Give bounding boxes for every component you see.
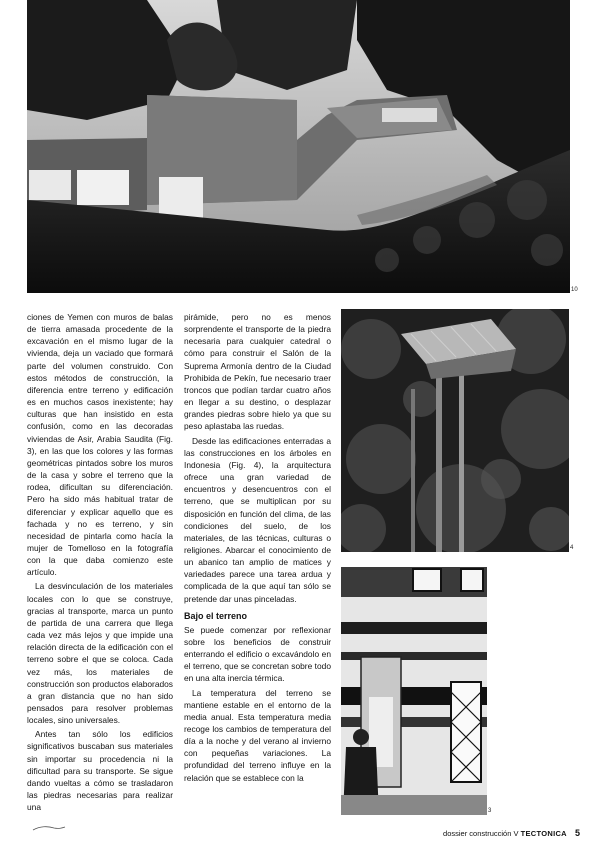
column1-paragraph: Antes tan sólo los edificios significativos buscaban sus materiales sin importar su procedencia ni la dificultad para su transporte. Se sigue dando vueltas a cómo se trasladaron las piedras necesarias para realizar una: [27, 729, 173, 813]
column1-paragraph: ciones de Yemen con muros de balas de tierra amasada procedente de la excavación en el mismo lugar de la vivienda, deja un vaciado que formará parte del volumen construido. Con estos métodos de construcción, la diferencia entre terreno y edificación es en muchos casos inexistente; hay culturas que han insistido en esta confusión, como en las decoradas viviendas de Asir, Arabia Saudita (Fig. 3), en las que los colores y las formas geométricas pintados sobre los muros de la casa y sobre el terreno que la rodea, dificultan su diferenciación. Pero ha sido más habitual tratar de diferenciar y explicar aquello que es fachada y no es terreno, y sin necesidad de pintarla como hacía la mujer de Tomelloso en la fotografía con la que daba comienzo este artículo.: [27, 312, 173, 578]
column2-paragraph: Se puede comenzar por reflexionar sobre los beneficios de construir enterrando el edificio o excavándolo en el terreno, que se concretan sobre todo en una alta inercia térmica.: [184, 624, 331, 684]
figure-10-number: 10: [571, 287, 578, 293]
figure-10-illustration: [27, 0, 570, 293]
column2-paragraph: La temperatura del terreno se mantiene estable en el entorno de la media anual. Esta temperatura media recoge los cambios de temperatura del día a la noche y del verano al invierno con pequeñas variaciones. La profundidad del terreno influye en la relación que se establece con la: [184, 687, 331, 783]
text-column-2: [184, 311, 331, 784]
footer-brand: TECTONICA: [520, 829, 567, 838]
section-heading: Bajo el terreno: [184, 610, 248, 621]
figure-4-photo: [341, 309, 569, 552]
figure-4-number: 4: [570, 545, 574, 551]
column2-paragraph: pirámide, pero no es menos sorprendente el transporte de la piedra necesaria para cualquier catedral o cómo para construir el Salón de la Suprema Armonía dentro de la Ciudad Prohibida de Pekín, fue necesario traer troncos que podían tardar cuatro años en llegar a su destino, o desplazar grandes piedras sobre hielo ya que su peso aplastaba las ruedas.: [184, 312, 331, 432]
column1-paragraph: La desvinculación de los materiales locales con lo que se construye, gracias al transporte, marca un punto de partida de una carrera que llega cada vez más lejos y que impide una relación directa de la edificación con el terreno sobre el que se coloca. Cada vez más, los materiales de construcción son productos elaborados a gran distancia que no han sido pensados para resolver problemas locales, sino universales.: [27, 581, 173, 726]
figure-3-number: 3: [488, 808, 492, 814]
figure-3-photo: [341, 567, 487, 815]
page-footer: [443, 828, 580, 838]
figure-3-illustration: [341, 567, 487, 815]
page-number: 5: [574, 828, 580, 838]
figure-10-photo: [27, 0, 570, 293]
text-column-1: [27, 311, 173, 813]
figure-4-illustration: [341, 309, 569, 552]
footer-label: dossier construcción V: [443, 829, 519, 838]
column2-paragraph: Desde las edificaciones enterradas a las construcciones en los árboles en Indonesia (Fig. 4), la arquitectura ofrece una gran variedad de encuentros y desencuentros con el terreno, que se multiplican por su disposición en función del clima, de las condiciones del suelo, de los materiales, de las técnicas, culturas o religiones. Abarcar el conocimiento de un abanico tan amplio de matices y variedades parece una tarea ardua y complicada de la que aquí tan sólo se pretende dar unas pinceladas.: [184, 435, 331, 604]
footer-scribble-mark: [32, 824, 66, 832]
